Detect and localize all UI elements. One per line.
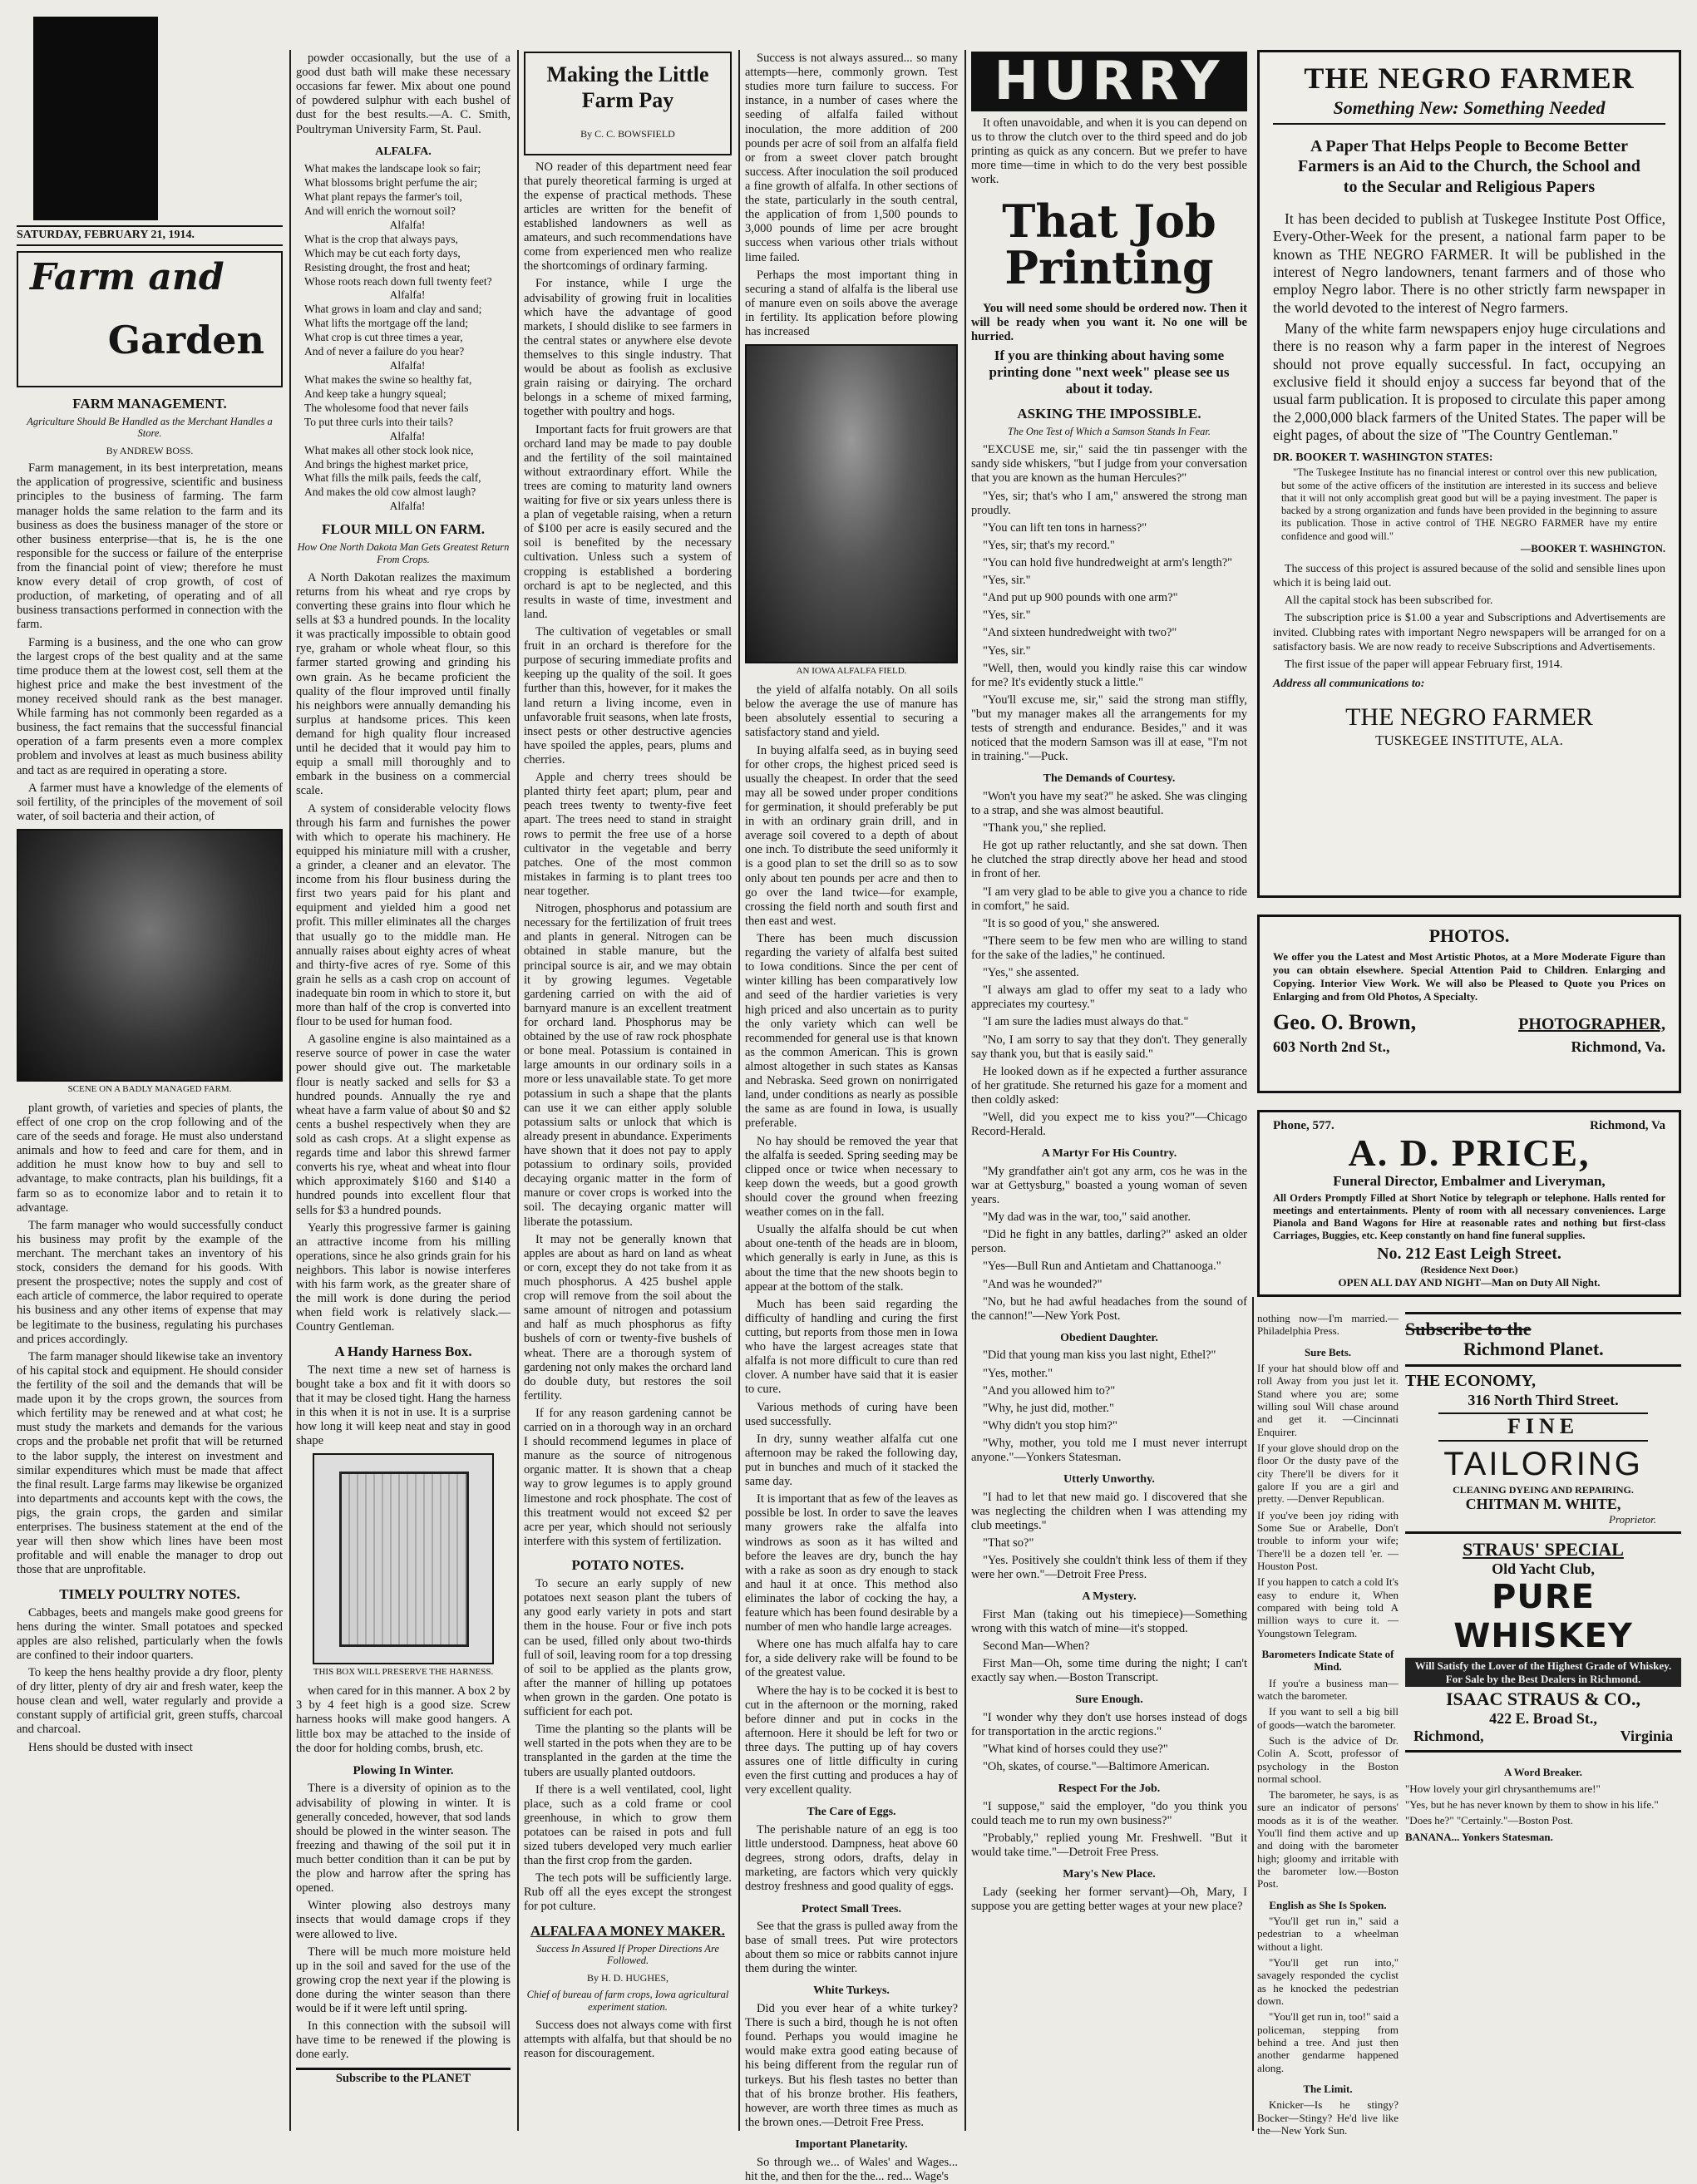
paragraph: Did you ever hear of a white turkey? There is such a bird, though he is not often found. Perhaps you would imagine he would make extra good eating because of his being different from the regular run of turkeys. But his flesh tastes no better than that of his bronze brother. His feathers, however, are worth three times as much as the brown ones.—Detroit Free Press. xyxy=(745,2002,958,2129)
paragraph: No hay should be removed the year that the alfalfa is seeded. Spring seeding may be clipped once or twice when necessary to keep down the weeds, but a good growth should cover the ground when freezing weather comes on in the fall. xyxy=(745,1134,958,1220)
article-heading: POTATO NOTES. xyxy=(571,1557,684,1574)
paragraph: "And you allowed him to?" xyxy=(983,1383,1116,1398)
poem-line: Whose roots reach down full twenty feet? xyxy=(304,274,492,288)
photographer-city: Richmond, Va. xyxy=(1571,1038,1665,1055)
poem-line: Alfalfa! xyxy=(389,500,426,513)
article-heading: Sure Bets. xyxy=(1304,1345,1352,1358)
paragraph: The farm manager who would successfully conduct his business may profit by the example of the merchant. The merchant takes an inventory of his stock, considers the demand for his goods. With present the prospective; notes the supply and cost of each article of commerce, the labor required to operate his business and any other items of expense that may be legitimate to the business, regulating his purchases and prices accordingly. xyxy=(17,1218,283,1346)
paragraph: "Probably," replied young Mr. Freshwell. "But it would take time."—Detroit Free Press. xyxy=(971,1832,1247,1860)
poem-line: To put three curls into their tails? xyxy=(304,415,454,428)
masthead-title-2: Garden xyxy=(107,317,264,362)
paragraph: Farm management, in its best interpretation, means the application of progressive, scientific and business principles to the business of farming. The farm manager holds the same relation to the farm and its business as does the business manager of the store or other business enterprise—that is, he is the one responsible for the success or failure of the enterprise from the financial point of view; therefore he must know every detail of crop growth, of cost of production, of marketing, of operating and of all business transactions performed in connection with the farm. xyxy=(17,461,283,632)
article-heading: A Word Breaker. xyxy=(1503,1766,1583,1779)
poem-line: And of never a failure do you hear? xyxy=(304,345,465,358)
paragraph: "It is so good of you," she answered. xyxy=(983,916,1160,930)
paragraph: First Man (taking out his timepiece)—Something wrong with this watch of mine—it's stopped. xyxy=(971,1607,1247,1635)
ad-intro: A Paper That Helps People to Become Better Farmers is an Aid to the Church, the School and to the Secular and Religious Papers xyxy=(1298,136,1640,196)
paragraph: "What kind of horses could they use?" xyxy=(983,1743,1168,1757)
article-heading: Barometers Indicate State of Mind. xyxy=(1261,1647,1394,1674)
poem-line: What crop is cut three times a year, xyxy=(304,331,463,344)
illustration-caption: THIS BOX WILL PRESERVE THE HARNESS. xyxy=(313,1667,494,1678)
poem-line: What blossoms bright perfume the air; xyxy=(304,176,478,190)
column-rule xyxy=(964,50,966,2131)
paragraph: Where one has much alfalfa hay to care for, a side delivery rake will be found to be of the greatest value. xyxy=(745,1638,958,1680)
box-door xyxy=(339,1472,469,1647)
paragraph: The next time a new set of harness is bought take a box and fit it with doors so that it may be closed tight. Hang the harness in this when it is not in use. It is a surprise how long it will keep neat and stay in good shape xyxy=(296,1363,511,1448)
ink-blot xyxy=(33,17,158,220)
ad-city: Richmond, Va xyxy=(1590,1119,1665,1132)
paragraph: "I am sure the ladies must always do that." xyxy=(983,1015,1189,1029)
ad-footer-address: TUSKEGEE INSTITUTE, ALA. xyxy=(1375,732,1563,749)
signature: —BOOKER T. WASHINGTON. xyxy=(1520,542,1665,555)
ad-name: A. D. PRICE, xyxy=(1348,1131,1591,1174)
poem-line: What makes all other stock look nice, xyxy=(304,443,474,456)
ad-name: ISAAC STRAUS & CO., xyxy=(1445,1689,1641,1709)
ad-whiskey: PURE WHISKEY xyxy=(1453,1577,1633,1656)
paragraph: The perishable nature of an egg is too little understood. Dampness, heat above 60 degrees, strong odors, drafts, delay in marketing, are factors which very quickly destroy freshness and good quality of eggs. xyxy=(745,1822,958,1894)
paragraph: So through we... of Wales' and Wages... hit the, and then for the the... red... Wage's xyxy=(745,2155,958,2183)
verse: If your glove should drop on the floor Or the dusty pave of the city There'll be divers for it galore If you are a girl and pretty. —Denver Republican. xyxy=(1257,1441,1399,1506)
paragraph: "You'll excuse me, sir," said the strong man stiffly, "but my manager makes all the arrangements for my tests of strength and endurance. Besides," and it was noticed that the modern Samson was ill at ease, "I'm not in training."—Puck. xyxy=(971,693,1247,764)
paragraph: "My grandfather ain't got any arm, cos he was in the war at Gettysburg," boasted a young woman of seven years. xyxy=(971,1164,1247,1207)
poem-line: And will enrich the wornout soil? xyxy=(304,204,456,217)
negro-farmer-ad xyxy=(1257,50,1681,898)
poem-line: The wholesome food that never fails xyxy=(304,401,469,414)
masthead-title-1: Farm and xyxy=(30,255,224,298)
article-heading: The Demands of Courtesy. xyxy=(1043,772,1176,786)
paragraph: "Does he?" "Certainly."—Boston Post. xyxy=(1405,1814,1574,1827)
article-heading: Utterly Unworthy. xyxy=(1063,1473,1155,1486)
paragraph: For instance, while I urge the advisability of growing fruit in localities which have the advantage of good markets, I should dislike to see farmers in the central states or anywhere else devote themselves to this single industry. That would be about as foolish as exclusive grain raising or dairying. The orchard belongs in a scheme of mixed farming, together with poultry and hogs. xyxy=(524,277,732,419)
paragraph: The cultivation of vegetables or small fruit in an orchard is therefore for the purpose of securing immediate profits and keeping up the quality of the soil. It goes further than this, however, for it makes the land return a living income, even in unfavorable fruit seasons, when late frosts, insect pests or other destructive agencies have spoiled the apples, pears, plums and cherries. xyxy=(524,625,732,767)
paragraph: plant growth, of varieties and species of plants, the effect of one crop on the crop following and of the care of the seeds and forage. He must also understand animals and how to feed and care for them, and in addition he must know how to buy and sell to advantage, to make contracts, plan his buildings, fit a farm so as to economize labor and to retain it to advantage. xyxy=(17,1101,283,1215)
paragraph: "Yes, sir." xyxy=(983,609,1031,623)
paragraph: "There seem to be few men who are willing to stand for the sake of the ladies," he continued. xyxy=(971,934,1247,962)
article-heading: Obedient Daughter. xyxy=(1060,1331,1158,1344)
article-body xyxy=(971,443,1247,1914)
paragraph: The barometer, he says, is as sure an indicator of persons' moods as it is of the weather. You'll find them active and up and doing with the barometer high; gloomy and irritable with the barometer low.—Boston Post. xyxy=(1257,1788,1399,1891)
column-2 xyxy=(296,52,511,2130)
paragraph: He looked down as if he expected a further assurance of her gratitude. She returned his gaze for a moment and then coldly asked: xyxy=(971,1064,1247,1107)
paragraph: There has been much discussion regarding the variety of alfalfa best suited to Iowa conditions. Since the per cent of winter killing has been comparatively low and seed of the hardier varieties is very high priced and also uncertain as to purity the only variety which can well be recommended for general use is that known as the common American. This is grown almost altogether in such states as Kansas and Nebraska. Seed grown on nonirrigated land, under conditions as nearly as possible the same as are found in Iowa, is usually preferable. xyxy=(745,932,958,1131)
byline: By H. D. HUGHES, xyxy=(586,1972,668,1984)
paragraph: "Yes, but he has never known by them to show in his life." xyxy=(1405,1798,1659,1812)
paragraph: Farming is a business, and the one who can grow the largest crops of the best quality and at the same time produce them at the lowest cost, sell them at the highest price and make the best investment of the money received should rank as the best manager. While farming has not commonly been regarded as a business, the fact remains that the successful financial operation of a farm presents even a more complex problem and involves at least as much business ability and tact as are required in operating a store. xyxy=(17,635,283,777)
paragraph: It has been decided to publish at Tuskegee Institute Post Office, Every-Other-Week for the present, a national farm paper to be known as THE NEGRO FARMER. It will be published in the interest of Negro landowners, tenant farmers and of those who employ Negro labor. There is no other strictly farm newspaper in the world devoted to the interest of Negro farmers. xyxy=(1273,210,1665,316)
ad-title: THE NEGRO FARMER xyxy=(1304,62,1635,95)
article-heading: Mary's New Place. xyxy=(1063,1868,1156,1881)
paragraph: Yearly this progressive farmer is gaining an attractive income from his milling operations, since he also grinds grain for his neighbors. This labor is nowise interferes with his farm work, as the greater share of the mill work is done during the period when field work is relatively slack.—Country Gentleman. xyxy=(296,1220,511,1334)
job-printing-title: That Job Printing xyxy=(1002,194,1216,295)
paragraph: the yield of alfalfa notably. On all soils below the average the use of manure has been absolutely essential to securing a satisfactory stand and yield. xyxy=(745,683,958,740)
paragraph: A gasoline engine is also maintained as a reserve source of power in case the water power should give out. The marketable flour is neatly sacked and sells for $3 a hundred pounds. Annually the rye and wheat have a farm value of about $0 and $2 cents a bushel respectively when they are sold as cash crops. At a slight expense as regards time and labor this shrewd farmer converts his rye, wheat and wheat into flour which approximately $160 and $140 a hundred pounds into excellent flour that sells for $3 a hundred pounds. xyxy=(296,1033,511,1217)
paragraph: "You can lift ten tons in harness?" xyxy=(983,520,1147,535)
poem-line: What is the crop that always pays, xyxy=(304,232,458,245)
photographer-role: PHOTOGRAPHER, xyxy=(1518,1015,1665,1033)
poem-line: Resisting drought, the frost and heat; xyxy=(304,260,471,274)
paragraph: "And sixteen hundredweight with two?" xyxy=(983,626,1177,640)
phone: Phone, 577. xyxy=(1273,1119,1334,1132)
ad-role: Proprietor. xyxy=(1609,1513,1656,1526)
poem-line: And keep take a hungry squeal; xyxy=(304,387,446,400)
paragraph: You will need some should be ordered now. Then it will be ready when you want it. No one will be hurried. xyxy=(971,301,1247,344)
article-heading: Sure Enough. xyxy=(1075,1693,1143,1707)
paragraph: Time the planting so the plants will be well started in the pots when they are to be transplanted in the garden at the time the tubers are usually planted outdoors. xyxy=(524,1723,732,1779)
verse: If you happen to catch a cold It's easy to endure it, When compared with being told A million ways to cure it. —Youngstown Telegram. xyxy=(1257,1575,1399,1639)
ad-city: Richmond, xyxy=(1413,1728,1484,1745)
paragraph: "You can hold five hundredweight at arm's length?" xyxy=(983,555,1233,569)
issue-date: SATURDAY, FEBRUARY 21, 1914. xyxy=(17,225,283,246)
poem-line: What makes the swine so healthy fat, xyxy=(304,373,472,386)
paragraph: In buying alfalfa seed, as in buying seed for other crops, the highest priced seed is usually the cheapest. In order that the seed may all be sowed under proper conditions for germination, it should preferably be put in with an ordinary grain drill, and in average soil covered to a depth of about one inch. To distribute the seed uniformly it is a good plan to set the drill so as to sow only about ten pounds per acre and then to go over the land twice—for example, crossing the field north and south first and then east and west. xyxy=(745,743,958,928)
article-subhead: How One North Dakota Man Gets Greatest Return From Crops. xyxy=(297,541,510,566)
verse: If your hat should blow off and roll Away from you just let it. Stand where you are; some willing soul Will chase around and get it. —Cincinnati Enquirer. xyxy=(1257,1361,1399,1438)
paragraph: Winter plowing also destroys many insects that would damage crops if they were allowed to live. xyxy=(296,1899,511,1941)
column-6-ads xyxy=(1405,1312,1681,2127)
article-heading: English as She Is Spoken. xyxy=(1269,1898,1387,1911)
paragraph: The farm manager should likewise take an inventory of his capital stock and equipment. He should consider the fertility of the soil and the demands that will be made upon it by the crops grown, the sources from which fertility may be renewed and at what cost; he must study the markets and demands for the various crops and the probable net profit that will be returned to the labor supply, the interest on investment and similar expenditures which must be made that affect the final result. Large farms may likewise be organized into departments and accounts kept with the cows, the pigs, the grain crops, the garden and similar enterprises. The business statement at the end of the year will then show which lines have been most profitable and will enable the manager to drop out those that are unprofitable. xyxy=(17,1349,283,1577)
farm-photo xyxy=(17,829,283,1082)
paragraph: All the capital stock has been subscribed for. xyxy=(1285,594,1493,608)
paragraph: Much has been said regarding the difficulty of handling and curing the first cutting, but reports from those men in Iowa who have the largest acreages state that alfalfa is not more difficult to cure than red clover. A number have said that it is easier to cure. xyxy=(745,1297,958,1397)
paragraph: First Man—Oh, some time during the night; I can't exactly say when.—Boston Transcript. xyxy=(971,1657,1247,1685)
ad-title: PHOTOS. xyxy=(1428,925,1510,946)
paragraph: Various methods of curing have been used successfully. xyxy=(745,1400,958,1428)
ad-text: We offer you the Latest and Most Artistic Photos, at a More Moderate Figure than you can obtain elsewhere. Special Attention Paid to Children. Enlarging and Copying. Interior View Work. We will also be Pleased to Quote you Prices on Enlarging and from Old Photos, A Specialty. xyxy=(1273,950,1665,1003)
paragraph: Nitrogen, phosphorus and potassium are necessary for the fertilization of fruit trees and plants in general. Nitrogen can be obtained in stable manure, but the principal source is air, and we may obtain it by growing legumes. Vegetable gardening carried on with the aid of barnyard manure is an excellent treatment for orchard land. Phosphorus may be obtained by the use of raw rock phosphate or bone meal. Potassium is contained in large amounts in our ordinary soils in a more or less unavailable state. To get more potassium in such a shape that the plants can use it we can either apply soluble potassium salts or unlock that which is already present in abundance. Experiments have shown that it does not pay to apply potassium to ordinary soils, provided decaying organic matter in the form of manure or cover crops is worked into the soil. The decaying organic matter will liberate the potassium. xyxy=(524,902,732,1229)
paragraph: In dry, sunny weather alfalfa cut one afternoon may be raked the following day, put in bunches and much of it stacked the same day. xyxy=(745,1432,958,1489)
ad-state: Virginia xyxy=(1620,1728,1673,1745)
paragraph: "Won't you have my seat?" he asked. She was clinging to a strap, and she was almost beautiful. xyxy=(971,789,1247,817)
article-heading: A Mystery. xyxy=(1082,1590,1137,1604)
paragraph: It is important that as few of the leaves as possible be lost. In order to save the leaves many growers rake the alfalfa into windrows as soon as it has wilted and before the leaves are dry, bunch the hay with a rake as soon as dry enough to stack and haul it at once. This method also eliminates the labor of cocking the hay, a feature which has been found desirable by a number of men who handle large acreages. xyxy=(745,1492,958,1634)
alfalfa-field-photo xyxy=(745,344,958,663)
ad-owner: CHITMAN M. WHITE, xyxy=(1465,1496,1621,1513)
poem-line: Alfalfa! xyxy=(389,288,426,302)
section-title-box xyxy=(524,52,732,155)
paragraph: "Why, mother, you told me I must never interrupt anyone."—Yonkers Statesman. xyxy=(971,1436,1247,1465)
ad-note: (Residence Next Door.) xyxy=(1420,1264,1518,1276)
ad-role: Funeral Director, Embalmer and Liveryman, xyxy=(1333,1173,1606,1190)
article-heading: Protect Small Trees. xyxy=(802,1902,901,1915)
paragraph: when cared for in this manner. A box 2 by 3 by 4 feet high is a good size. Screw harness hooks will make good hangers. A little box may be attached to the inside of the door for holding combs, brush, etc. xyxy=(296,1684,511,1755)
straus-ad xyxy=(1405,1534,1681,1753)
paragraph: It may not be generally known that apples are about as hard on land as wheat or corn, except they do not take from it as much phosphorus. A 425 bushel apple crop will remove from the soil about the same amount of nitrogen and potassium and half as much phosphorus as fifty bushels of corn or twenty-five bushels of wheat. There are a thorough system of gardening not only makes the orchard land do double duty, but restores the soil fertility. xyxy=(524,1232,732,1403)
column-rule xyxy=(738,50,740,2131)
paragraph: "Why didn't you stop him?" xyxy=(983,1418,1117,1432)
section-title: Making the Little Farm Pay xyxy=(546,62,709,113)
paragraph: Perhaps the most important thing in securing a stand of alfalfa is the liberal use of manure even on soils above the average in fertility. Its application before plowing has increased xyxy=(745,268,958,339)
paragraph: "How lovely your girl chrysanthemums are!" xyxy=(1405,1782,1601,1795)
hurry-headline: HURRY xyxy=(971,52,1247,111)
column-rule xyxy=(517,50,519,2131)
paragraph: The tech pots will be sufficiently large. Rub off all the eyes except the strongest for pot culture. xyxy=(524,1871,732,1914)
economy-ad xyxy=(1405,1367,1681,1533)
paragraph: Success is not always assured... so many attempts—here, commonly grown. Test studies more turn failure to success. For instance, in a number of cases where the seeding of alfalfa failed without inoculation, the more addition of 200 pounds per acre of soil from an alfalfa field or from a sweet clover patch brought success. After inoculation the soil produced a fine growth of alfalfa. In other sections of the state, particularly in the south central, the application of from 1,500 pounds to 3,000 pounds of lime per acre brought success when various other trials without lime failed. xyxy=(745,52,958,264)
paragraph: He got up rather reluctantly, and she sat down. Then he clutched the strap directly above her head and stood in front of her. xyxy=(971,839,1247,881)
paragraph: To keep the hens healthy provide a dry floor, plenty of dry litter, plenty of dry air and fresh water, keep the house clean and well, water regularly and provide a constant supply of artificial grit, green stuffs, charcoal and charcoal. xyxy=(17,1666,283,1737)
byline: By ANDREW BOSS. xyxy=(106,445,194,457)
article-heading: TIMELY POULTRY NOTES. xyxy=(59,1585,240,1602)
paragraph: "You'll get run in," said a pedestrian to a wheelman without a light. xyxy=(1257,1915,1399,1953)
photo-caption: SCENE ON A BADLY MANAGED FARM. xyxy=(67,1083,232,1094)
ad-subtitle: Old Yacht Club, xyxy=(1492,1560,1595,1577)
paragraph: "Yes, sir." xyxy=(983,643,1031,658)
paragraph: "My dad was in the war, too," said another. xyxy=(983,1210,1191,1225)
paragraph: Where the hay is to be cocked it is best to cut in the afternoon or the morning, raked before dinner and put in cocks in the afternoon. Here it should be left for two or three days. The putting up of hay covers assures one of little difficulty in curing even the first cutting and produces a hay of very excellent quality. xyxy=(745,1684,958,1797)
paragraph: "Well, did you expect me to kiss you?"—Chicago Record-Herald. xyxy=(971,1111,1247,1139)
paragraph: "No, but he had awful headaches from the sound of the cannon!"—New York Post. xyxy=(971,1294,1247,1323)
paragraph: "EXCUSE me, sir," said the tin passenger with the sandy side whiskers, "but I judge from your conversation that you are known as the human Hercules?" xyxy=(971,443,1247,486)
paragraph: "That so?" xyxy=(983,1536,1034,1550)
poem-line: And brings the highest market price, xyxy=(304,457,469,471)
article-heading: Plowing In Winter. xyxy=(353,1763,454,1777)
subscribe-line-2: Richmond Planet. xyxy=(1463,1339,1604,1360)
column-1 xyxy=(17,17,283,2128)
paragraph: "Why, he just did, mother." xyxy=(983,1401,1114,1415)
paragraph: Important facts for fruit growers are that orchard land may be made to pay double and the fertility of the soil maintained without extraordinary effort. While the trees are coming to maturity land owners waiting for five or six years unless there is a plan of vegetable raising, when a return of $100 per acre is easily secured and the soil is benefited by the necessary cultivation. Unless such a system of cropping is established a bordering orchard is apt to be neglected, and this results in waste of time, investment and land. xyxy=(524,422,732,621)
ad-subtitle: Something New: Something Needed xyxy=(1273,97,1665,125)
paragraph: The subscription price is $1.00 a year and Subscriptions and Advertisements are invited. Clubbing rates with important Negro newspapers will be arranged for on a satisfactory basis. We are now ready to receive Subscriptions and Advertisements. xyxy=(1273,612,1665,653)
article-heading: The Care of Eggs. xyxy=(807,1806,896,1819)
paragraph: BANANA... Yonkers Statesman. xyxy=(1405,1830,1553,1843)
paragraph: "I suppose," said the employer, "do you think you could teach me to run my own business?" xyxy=(971,1799,1247,1827)
byline: By C. C. BOWSFIELD xyxy=(580,128,675,141)
paragraph: Hens should be dusted with insect xyxy=(28,1740,193,1754)
photo-caption: AN IOWA ALFALFA FIELD. xyxy=(796,666,907,677)
article-heading: ASKING THE IMPOSSIBLE. xyxy=(1017,406,1201,422)
paragraph: Cabbages, beets and mangels make good greens for hens during the winter. Small potatoes and specked apples are also relished, particularly when the fowls are confined to their indoor quarters. xyxy=(17,1605,283,1662)
paragraph: If you are thinking about having some printing done "next week" please see us about it today. xyxy=(989,348,1230,397)
article-heading: FLOUR MILL ON FARM. xyxy=(321,521,486,538)
ad-text: All Orders Promptly Filled at Short Notice by telegraph or telephone. Halls rented for meetings and entertainments. Plenty of room with all necessary conveniences. Large Pianola and Band Wagons for Hire at reasonable rates and nothing but first-class Carriages, Buggies, etc. Keep constantly on hand fine funeral supplies. xyxy=(1273,1192,1665,1242)
paragraph: Apple and cherry trees should be planted thirty feet apart; plum, pear and peach trees twenty to twenty-five feet apart. The trees need to stand in straight rows to permit the free use of a horse cultivator in the vegetable and berry patches. One of the most common mistakes in farming is to plant trees too near together. xyxy=(524,771,732,898)
column-5 xyxy=(971,52,1247,2130)
poem-line: And makes the old cow almost laugh? xyxy=(304,486,476,499)
column-rule xyxy=(1252,1297,1254,2131)
paragraph: Knicker—Is he stingy? Bocker—Stingy? He'd live like the—New York Sun. xyxy=(1257,2098,1399,2137)
paragraph: A system of considerable velocity flows through his farm and furnishes the power with which to operate his machinery. He equipped his miniature mill with a crusher, a grinder, a cleaner and an elevator. The income from his flour business during the first two years paid for his plant and equipment and yielded him a good net profit. This miller eliminates all the charges that usually go to the middle man. He annually raises about eighty acres of wheat and thirty-five acres of rye. Some of this grain he sells as a cash crop on account of inadequate bin room in which to store it, but more than half of the crop is converted into flour to be used for human food. xyxy=(296,801,511,1029)
paragraph: "You'll get run in, too!" said a policeman, stepping from behind a tree. And just then another gendarme happened along. xyxy=(1257,2010,1399,2074)
paragraph: The first issue of the paper will appear February first, 1914. xyxy=(1285,658,1563,671)
joke-block xyxy=(1405,1753,1681,1843)
byline-title: Chief of bureau of farm crops, Iowa agricultural experiment station. xyxy=(526,1989,729,2014)
subscribe-footer: Subscribe to the PLANET xyxy=(296,2068,511,2086)
paragraph: "Oh, skates, of course."—Baltimore American. xyxy=(983,1760,1210,1774)
price-ad xyxy=(1257,1110,1681,1297)
washington-quote: "The Tuskegee Institute has no financial interest or control over this new publication, but some of the active officers of the institution are interested in its success and believe that it will not only accomplish great good but will be a paying investment. The paper is backed by a strong organization and funds have been provided in the beginning to assure its publication. Those in active control of THE NEGRO FARMER have my entire confidence and good will." xyxy=(1281,466,1657,542)
ad-address: 316 North Third Street. xyxy=(1468,1391,1619,1408)
statement-heading: DR. BOOKER T. WASHINGTON STATES: xyxy=(1273,451,1493,465)
article-subhead: Agriculture Should Be Handled as the Merchant Handles a Store. xyxy=(27,415,273,440)
paragraph: "Yes, sir." xyxy=(983,574,1031,588)
subscribe-line-1: Subscribe to the xyxy=(1405,1319,1532,1339)
ad-tailoring: TAILORING xyxy=(1443,1445,1643,1482)
paragraph: If there is a well ventilated, cool, light place, such as a cold frame or cool greenhouse, in which to grow them potatoes can be raised in pots and full sized tubers developed very much earlier than the first crop from the garden. xyxy=(524,1782,732,1868)
article-heading: Respect For the Job. xyxy=(1058,1782,1161,1796)
article-heading: A Handy Harness Box. xyxy=(334,1343,472,1359)
paragraph: powder occasionally, but the use of a good dust bath will make these necessary occasions far fewer. Mix about one pound of powdered sulphur with each bushel of dust for the best results.—A. C. Smith, Poultryman University Farm, St. Paul. xyxy=(296,52,511,136)
paragraph: If you want to sell a big bill of goods—watch the barometer. xyxy=(1257,1705,1399,1731)
paragraph: It often unavoidable, and when it is you can depend on us to throw the clutch over to the third speed and do job printing as quick as any concern. But we prefer to have more time—time in which to do the very best possible work. xyxy=(971,116,1247,187)
paragraph: If you're a business man—watch the barometer. xyxy=(1257,1676,1399,1702)
article-heading: ALFALFA A MONEY MAKER. xyxy=(530,1922,725,1939)
ad-address: No. 212 East Leigh Street. xyxy=(1377,1245,1561,1264)
poem-line: What plant repays the farmer's toil, xyxy=(304,190,462,204)
address-label: Address all communications to: xyxy=(1273,677,1425,690)
column-3 xyxy=(524,52,732,2130)
photos-ad xyxy=(1257,915,1681,1093)
paragraph: "Yes," she assented. xyxy=(983,966,1079,980)
paragraph: The success of this project is assured because of the solid and sensible lines upon which it is being laid out. xyxy=(1273,563,1665,590)
paragraph: "Yes, mother." xyxy=(983,1366,1053,1380)
poem-heading: ALFALFA. xyxy=(375,145,432,158)
article-heading: Important Planetarity. xyxy=(795,2137,908,2151)
ad-address: 422 E. Broad St., xyxy=(1489,1709,1597,1727)
paragraph: "Yes—Bull Run and Antietam and Chattanooga." xyxy=(983,1260,1221,1274)
photographer-address: 603 North 2nd St., xyxy=(1273,1038,1390,1055)
paragraph: See that the grass is pulled away from the base of small trees. Put wire protectors about them so mice or rabbits cannot injure them during the winter. xyxy=(745,1920,958,1976)
paragraph: "Yes, sir; that's who I am," answered the strong man proudly. xyxy=(971,489,1247,517)
paragraph: There will be much more moisture held up in the soil and saved for the use of the growing crop the next year if the plowing is done during the winter season than there would be if it were left until spring. xyxy=(296,1945,511,2016)
article-heading: The Limit. xyxy=(1303,2083,1353,2096)
ad-fine: FINE xyxy=(1438,1412,1648,1442)
paragraph: nothing now—I'm married.—Philadelphia Press. xyxy=(1257,1312,1399,1338)
column-6-jokes xyxy=(1257,1312,1399,2137)
paragraph: "Yes, sir; that's my record." xyxy=(983,538,1115,552)
paragraph: "No, I am sorry to say that they don't. They generally say thank you, but that is easily said." xyxy=(971,1033,1247,1061)
paragraph: "Well, then, would you kindly raise this car window for me? It's evidently stuck a little." xyxy=(971,661,1247,689)
subscribe-ad xyxy=(1405,1312,1681,1367)
paragraph: In this connection with the subsoil will have time to be renewed if the plowing is done early. xyxy=(296,2019,511,2062)
article-heading: A Martyr For His Country. xyxy=(1041,1147,1177,1161)
paragraph: A North Dakotan realizes the maximum returns from his wheat and rye crops by converting these grains into flour which he sells at $3 a hundred pounds. In the locality it was practically impossible to obtain good rye, graham or whole wheat flour, so this farmer started growing and grinding his own grain. As he became proficient the quality of the flour improved until finally his neighbors were annually demanding his surplus at handsome prices. This keen demand for high quality flour increased until he decided that it would pay him to equip a small mill thoroughly and to embark in the business on a commercial scale. xyxy=(296,570,511,798)
paragraph: "You'll get run into," savagely responded the cyclist as he knocked the pedestrian down. xyxy=(1257,1956,1399,2008)
photographer-name: Geo. O. Brown, xyxy=(1273,1010,1417,1034)
paragraph: If for any reason gardening cannot be carried on in a thorough way in an orchard I should recommend legumes in place of manure as the source of nitrogenous organic matter. It is shown that a cheap way to grow legumes is to apply ground limestone and rock phosphate. The cost of this treatment would not exceed $2 per acre per year, which should not seriously interfere with this system of fertilization. xyxy=(524,1406,732,1548)
article-subhead: Success In Assured If Proper Directions Are Followed. xyxy=(536,1942,719,1967)
harness-box-illustration xyxy=(313,1453,494,1664)
paragraph: Second Man—When? xyxy=(983,1639,1090,1654)
paragraph: "I am very glad to be able to give you a chance to ride in comfort," he said. xyxy=(971,885,1247,913)
verse: If you've been joy riding with Some Sue or Arabelle, Don't trouble to inform your wife; There'll be a dozen tell 'er. —Houston Post. xyxy=(1257,1508,1399,1572)
paragraph: "And put up 900 pounds with one arm?" xyxy=(983,591,1178,605)
paragraph: Usually the alfalfa should be cut when about one-tenth of the heads are in bloom, which generally is early in June, as this is about the time that the new shoots begin to appear at the bottom of the stalk. xyxy=(745,1223,958,1294)
paragraph: Success does not always come with first attempts with alfalfa, but that should be no reason for discouragement. xyxy=(524,2018,732,2061)
paragraph: To secure an early supply of new potatoes next season plant the tubers of any good early variety in pots and start them in the house. Four or five inch pots can be used, filled only about two-thirds full of soil, leaving room for a top dressing of soil to be applied as the plants grow, after the manner of hilling up potatoes when grown in the garden. One potato is sufficient for each pot. xyxy=(524,1577,732,1719)
column-4 xyxy=(745,52,958,2183)
ad-footer-title: THE NEGRO FARMER xyxy=(1345,703,1593,731)
ad-title: STRAUS' SPECIAL xyxy=(1463,1538,1624,1560)
paragraph: A farmer must have a knowledge of the elements of soil fertility, of the principles of the movement of soil water, of soil bacteria and their action, of xyxy=(17,781,283,823)
poem-line: What fills the milk pails, feeds the calf, xyxy=(304,471,481,485)
poem-line: Alfalfa! xyxy=(389,218,426,231)
paragraph: "I wonder why they don't use horses instead of dogs for transportation in the arctic regions." xyxy=(971,1710,1247,1739)
poem-line: Which may be cut each forty days, xyxy=(304,246,461,259)
paragraph: Such is the advice of Dr. Colin A. Scott, professor of psychology in the Boston normal school. xyxy=(1257,1733,1399,1785)
ad-hours: OPEN ALL DAY AND NIGHT—Man on Duty All Night. xyxy=(1338,1276,1601,1289)
article-subhead: The One Test of Which a Samson Stands In Fear. xyxy=(1008,426,1211,438)
ad-title: THE ECONOMY, xyxy=(1405,1372,1537,1391)
farm-garden-masthead xyxy=(17,251,283,387)
column-rule xyxy=(289,50,291,2131)
paragraph: "Yes. Positively she couldn't think less of them if they were her own."—Detroit Free Press. xyxy=(971,1554,1247,1582)
paragraph: "Did he fight in any battles, darling?" asked an older person. xyxy=(971,1228,1247,1256)
ad-text: Will Satisfy the Lover of the Highest Grade of Whiskey. For Sale by the Best Dealers in Richmond. xyxy=(1405,1658,1681,1687)
alfalfa-poem xyxy=(296,162,511,513)
paragraph: "Did that young man kiss you last night, Ethel?" xyxy=(983,1348,1216,1363)
ad-text: CLEANING DYEING AND REPAIRING. xyxy=(1453,1484,1634,1496)
article-heading: White Turkeys. xyxy=(813,1984,890,1998)
poem-line: What grows in loam and clay and sand; xyxy=(304,303,482,316)
paragraph: NO reader of this department need fear that purely theoretical farming is urged at the expense of practical methods. These articles are written for the benefit of established landowners as well as amateurs, and such recommendations have come from experienced men who realize the shortcomings of ordinary farming. xyxy=(524,160,732,274)
paragraph: Many of the white farm newspapers enjoy huge circulations and there is no reason why a farm paper in the interest of Negroes should not prove equally successful. In fact, occupying an exclusive field it should enjoy a success far beyond that of the usual farm publication. It is proposed to circulate this paper among the 2,000,000 black farmers of the United States. The paper will be eight pages, of about the size of "The Country Gentleman." xyxy=(1273,319,1665,444)
poem-line: What lifts the mortgage off the land; xyxy=(304,317,468,330)
poem-line: Alfalfa! xyxy=(389,359,426,372)
paragraph: "I always am glad to offer my seat to a lady who appreciates my courtesy." xyxy=(971,984,1247,1012)
paragraph: "And was he wounded?" xyxy=(983,1277,1103,1291)
poem-line: Alfalfa! xyxy=(389,429,426,442)
article-heading: FARM MANAGEMENT. xyxy=(72,395,227,412)
paragraph: "Thank you," she replied. xyxy=(983,821,1107,836)
paragraph: There is a diversity of opinion as to the advisability of plowing in winter. It is generally conceded, however, that sod lands should be plowed in the winter season. The freezing and thawing of the soil put it in much better condition than it can be put by the plow and harrow after the spring has opened. xyxy=(296,1782,511,1896)
paragraph: Lady (seeking her former servant)—Oh, Mary, I suppose you are getting better wages at your new place? xyxy=(971,1885,1247,1913)
paragraph: "I had to let that new maid go. I discovered that she was neglecting the children when I was attending my club meetings." xyxy=(971,1490,1247,1532)
poem-line: What makes the landscape look so fair; xyxy=(304,162,481,175)
